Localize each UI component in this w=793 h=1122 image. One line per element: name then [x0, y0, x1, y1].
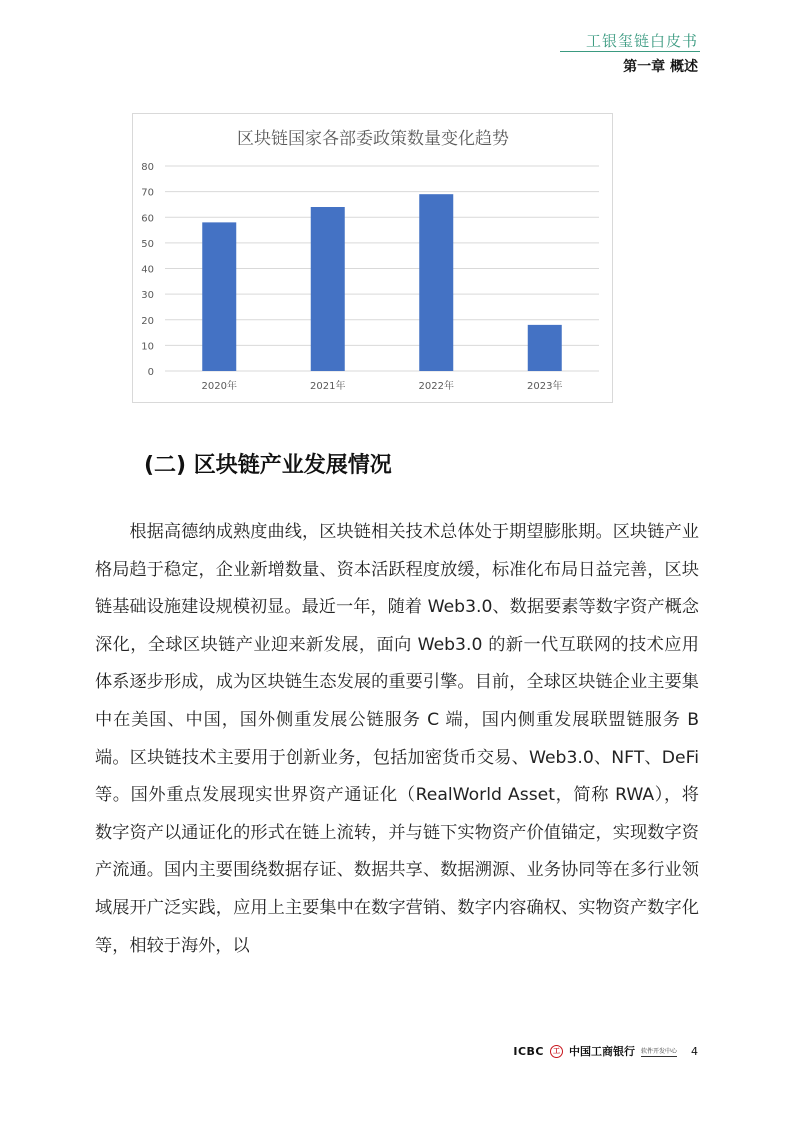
bar: [419, 194, 453, 371]
y-tick-label: 80: [141, 162, 154, 173]
x-tick-label: 2020年: [201, 381, 237, 392]
y-tick-label: 50: [141, 238, 154, 250]
x-tick-label: 2023年: [527, 381, 563, 392]
y-tick-label: 0: [147, 367, 154, 378]
icbc-seal-icon: 工: [550, 1045, 563, 1058]
department-name: 软件开发中心: [640, 1047, 677, 1055]
bar: [202, 222, 236, 371]
policy-chart: [132, 113, 613, 403]
icbc-logo: ICBC: [513, 1044, 544, 1058]
x-tick-label: 2022年: [418, 381, 454, 392]
chart-title: 区块链国家各部委政策数量变化趋势: [237, 129, 509, 149]
bar: [311, 207, 345, 371]
section-heading: (二) 区块链产业发展情况: [144, 453, 392, 478]
y-tick-label: 10: [141, 341, 154, 353]
chart-svg: [133, 114, 614, 404]
x-tick-label: 2021年: [310, 381, 346, 392]
y-tick-label: 70: [141, 187, 154, 199]
body-paragraph: 根据高德纳成熟度曲线，区块链相关技术总体处于期望膨胀期。区块链产业格局趋于稳定，企业新增数量、资本活跃程度放缓，标准化布局日益完善，区块链基础设施建设规模初显。最近一年，随着 Web3.0、数据要素等数字资产概念深化，全球区块链产业迎来新发展，面向 Web3.0 的新一代互联网的技术应用体系逐步形成，成为区块链生态发展的重要引擎。目前，全球区块链企业主要集中在美国、中国，国外侧重发展公链服务 C 端，国内侧重发展联盟链服务 B 端。区块链技术主要用于创新业务，包括加密货币交易、Web3.0、NFT、DeFi 等。国外重点发展现实世界资产通证化（RealWorld Asset，简称 RWA），将数字资产以通证化的形式在链上流转，并与链下实物资产价值锚定，实现数字资产流通。国内主要围绕数据存证、数据共享、数据溯源、业务协同等在多行业领域展开广泛实践，应用上主要集中在数字营销、数字内容确权、实物资产数字化等，相较于海外，以: [95, 522, 699, 956]
y-tick-label: 20: [141, 315, 154, 327]
footer: [513, 1043, 698, 1059]
header-title: 工银玺链白皮书: [585, 32, 698, 50]
y-tick-label: 40: [141, 264, 154, 276]
bar: [528, 325, 562, 371]
y-tick-label: 60: [141, 213, 154, 225]
page-number: 4: [691, 1044, 698, 1058]
y-tick-label: 30: [141, 290, 154, 302]
header-chapter: 第一章 概述: [623, 59, 698, 75]
header-rule: [560, 51, 700, 52]
bank-name: 中国工商银行: [568, 1045, 635, 1058]
